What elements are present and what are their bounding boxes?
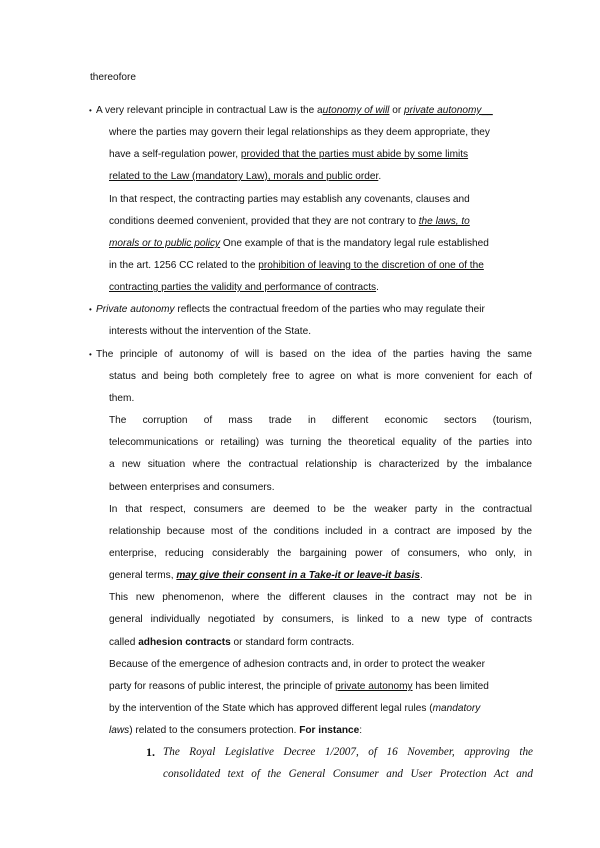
list-item-line-1: The Royal Legislative Decree 1/2007, of 16 November, approving the [163,746,533,758]
p3-line-8: In that respect, consumers are deemed to be the weaker party in the contractual [109,504,532,515]
list-item-line-2: consolidated text of the General Consumer and User Protection Act and [163,768,533,780]
p1-line-2: where the parties may govern their legal relationships as they deem appropriate, they [109,127,490,138]
p1-line-1: A very relevant principle in contractual Law is the autonomy of will or private autonomy__ [96,105,493,116]
p3-line-7: between enterprises and consumers. [109,482,275,493]
p3-line-3: them. [109,393,135,404]
p3-line-15: Because of the emergence of adhesion contracts and, in order to protect the weaker [109,659,485,670]
p3-line-13: general individually negotiated by consumers, is linked to a new type of contracts [109,614,532,625]
p3-line-11: general terms, may give their consent in a Take-it or leave-it basis. [109,570,423,581]
intro-text: thereofore [90,72,137,83]
p1-line-5: In that respect, the contracting parties may establish any covenants, clauses and [109,194,470,205]
p2-line-2: interests without the intervention of the State. [109,326,311,337]
p3-line-6: a new situation where the contractual relationship is characterized by the imbalance [109,459,532,470]
bullet: • [89,350,92,359]
p3-line-12: This new phenomenon, where the different clauses in the contract may not be in [109,592,532,603]
p1-line-8: in the art. 1256 CC related to the prohibition of leaving to the discretion of one of the [109,260,484,271]
p3-line-14: called adhesion contracts or standard form contracts. [109,637,355,648]
p1-line-4: related to the Law (mandatory Law), morals and public order. [109,171,382,182]
p1-line-3: have a self-regulation power, provided that the parties must abide by some limits [109,149,469,160]
p1-line-7: morals or to public policy One example of that is the mandatory legal rule established [109,238,489,249]
list-number: 1. [146,745,155,759]
p3-line-2: status and being both completely free to agree on what is more convenient for each of [109,371,532,382]
p3-line-4: The corruption of mass trade in different economic sectors (tourism, [109,415,532,426]
bullet: • [89,305,92,314]
p3-line-10: enterprise, reducing considerably the bargaining power of consumers, who only, in [109,548,532,559]
bullet: • [89,106,92,115]
p3-line-9: relationship because most of the conditions included in a contract are imposed by the [109,526,532,537]
p3-line-17: by the intervention of the State which has approved different legal rules (mandatory [109,703,481,714]
p3-line-16: party for reasons of public interest, the principle of private autonomy has been limited [109,681,489,692]
p1-line-9: contracting parties the validity and performance of contracts. [109,282,379,293]
p3-line-5: telecommunications or retailing) was turning the theoretical equality of the parties into [109,437,532,448]
p3-line-1: The principle of autonomy of will is based on the idea of the parties having the same [96,349,532,360]
p2-line-1: Private autonomy reflects the contractual freedom of the parties who may regulate their [96,304,485,315]
p1-line-6: conditions deemed convenient, provided that they are not contrary to the laws, to [109,216,470,227]
p3-line-18: laws) related to the consumers protection. For instance: [109,725,363,736]
